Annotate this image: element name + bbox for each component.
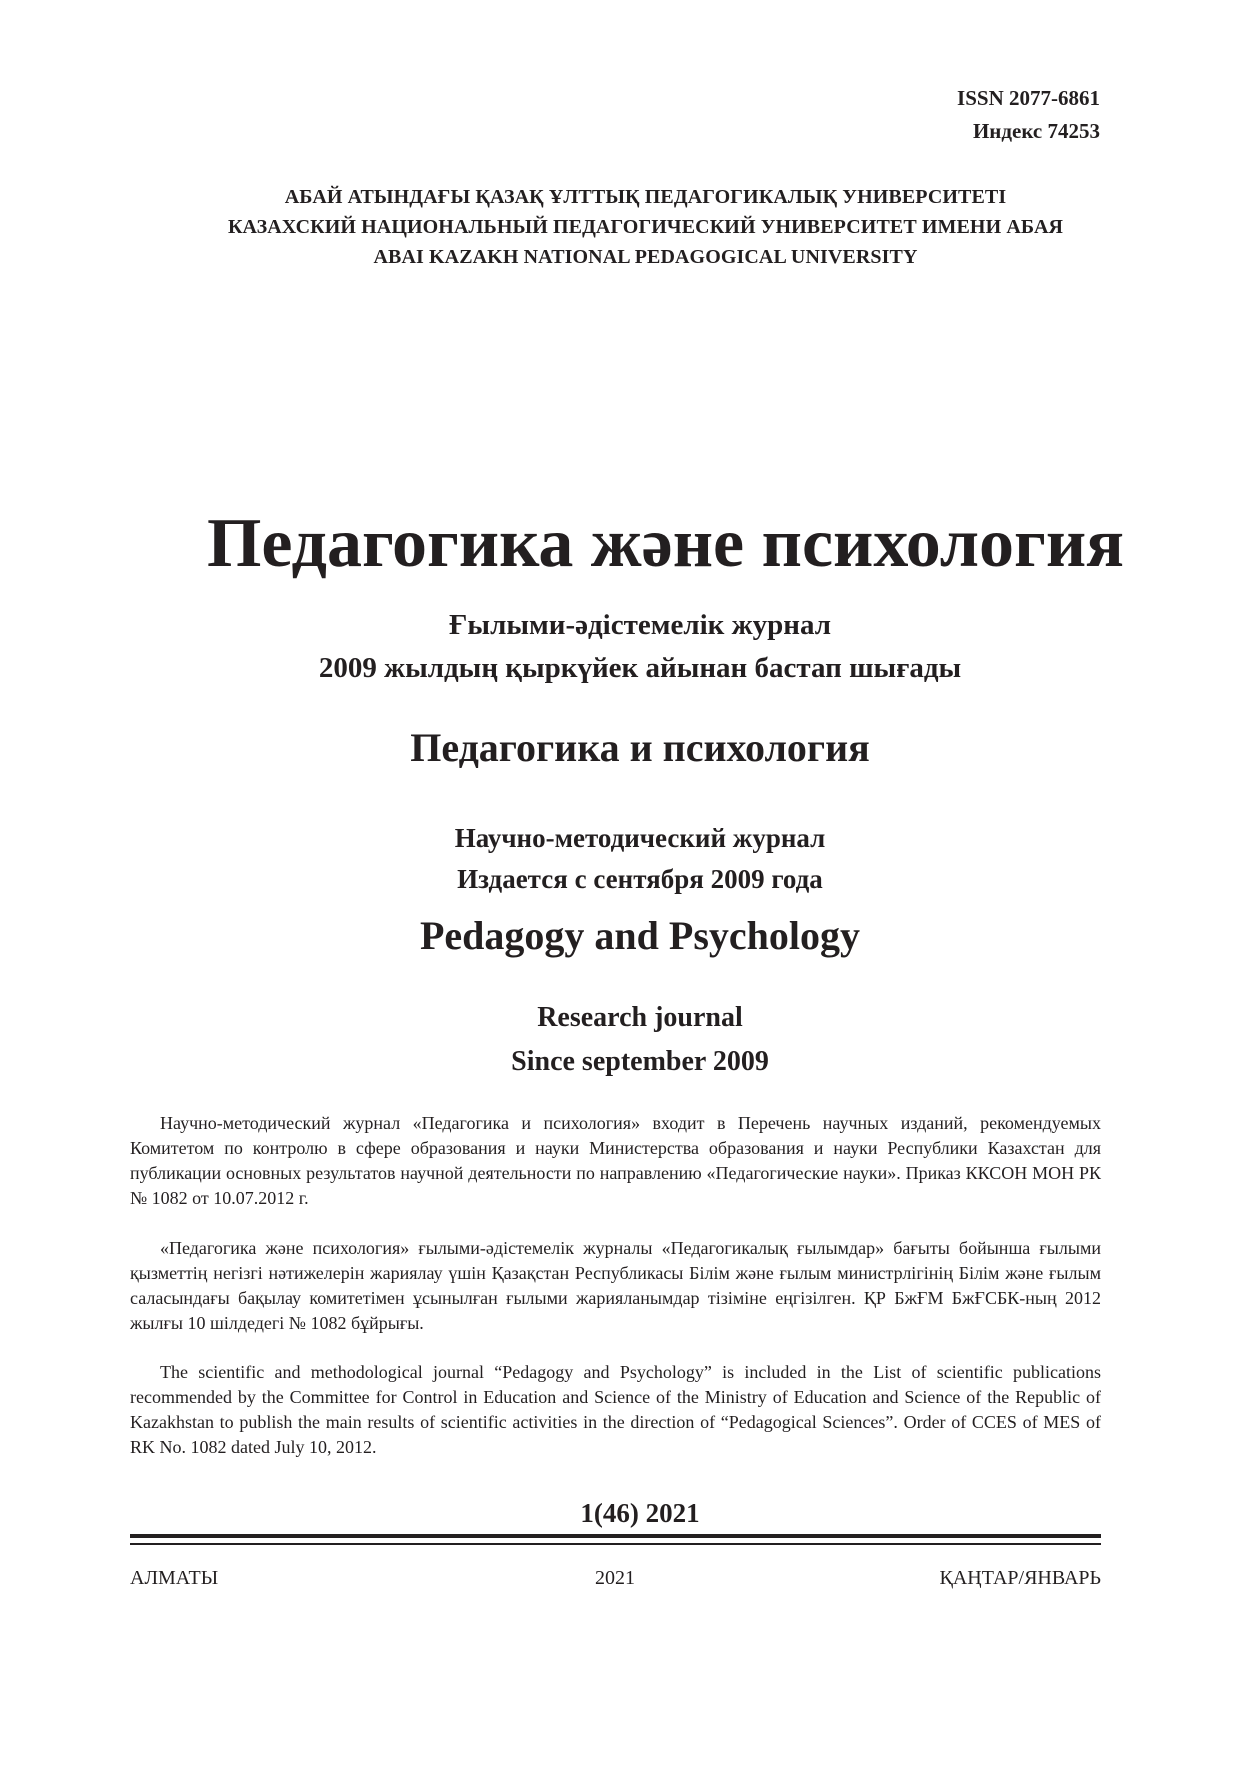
accreditation-paragraph-ru: Научно-методический журнал «Педагогика и психология» входит в Перечень научных изданий, рекомендуемых Комитетом по контролю в сфере образования и науки Министерства образования и науки Республики Казахстан для публикации основных результатов научной деятельности по направлению «Педагогические науки». Приказ ККСОН МОН РК № 1082 от 10.07.2012 г. [130, 1113, 1101, 1208]
journal-since-kz: 2009 жылдың қыркүйек айынан бастап шығады [318, 652, 962, 684]
divider-thin [130, 1543, 1101, 1545]
journal-type-ru: Научно-методический журнал [454, 823, 826, 853]
journal-type-en: Research journal [537, 1002, 743, 1033]
journal-title-kz-block [0, 504, 1241, 584]
accreditation-paragraph-kz: «Педагогика және психология» ғылыми-әдістемелік журналы «Педагогикалық ғылымдар» бағыты бойынша ғылыми қызметтің негізгі нәтижелерін жариялау үшін Қазақстан Республикасы Білім және ғылым министрлігінің Білім және ғылым саласындағы бақылау комитетімен ұсынылған ғылыми жарияланымдар тізіміне еңгізілген. ҚР БжҒМ БжҒСБК-ның 2012 жылғы 10 шілдедегі № 1082 бұйрығы. [130, 1238, 1101, 1333]
journal-title-en: Pedagogy and Psychology [419, 913, 861, 958]
journal-subtitle-en [90, 996, 1190, 1084]
university-name-en: ABAI KAZAKH NATIONAL PEDAGOGICAL UNIVERSITY [373, 246, 918, 268]
divider-thick [130, 1534, 1101, 1538]
journal-subtitle-kz [90, 604, 1190, 690]
journal-subtitle-ru [90, 818, 1190, 900]
journal-since-en: Since september 2009 [511, 1046, 769, 1077]
issue-number: 1(46) 2021 [580, 1498, 700, 1528]
journal-title-ru: Педагогика и психология [410, 725, 870, 770]
journal-since-ru: Издается с сентября 2009 года [457, 864, 823, 894]
university-name-kz: АБАЙ АТЫНДАҒЫ ҚАЗАҚ ҰЛТТЫҚ ПЕДАГОГИКАЛЫҚ УНИВЕРСИТЕТІ [284, 186, 1007, 208]
issn-number: ISSN 2077-6861 [957, 86, 1100, 110]
issn-block [957, 82, 1100, 148]
subscription-index: Индекс 74253 [972, 119, 1100, 143]
footer-month: ҚАҢТАР/ЯНВАРЬ [939, 1567, 1101, 1589]
journal-title-kz: Педагогика және психология [206, 505, 1125, 582]
footer-year: 2021 [595, 1567, 635, 1589]
footer-city: АЛМАТЫ [130, 1567, 219, 1589]
accreditation-paragraph-en: The scientific and methodological journal “Pedagogy and Psychology” is included in the List of scientific publications recommended by the Committee for Control in Education and Science of the Ministry of Education and Science of the Republic of Kazakhstan to publish the main results of scientific activities in the direction of “Pedagogical Sciences”. Order of CCES of MES of RK No. 1082 dated July 10, 2012. [130, 1362, 1101, 1457]
journal-type-kz: Ғылыми-әдістемелік журнал [448, 609, 831, 641]
university-name-ru: КАЗАХСКИЙ НАЦИОНАЛЬНЫЙ ПЕДАГОГИЧЕСКИЙ УНИВЕРСИТЕТ ИМЕНИ АБАЯ [227, 216, 1064, 238]
university-names [0, 182, 1241, 272]
